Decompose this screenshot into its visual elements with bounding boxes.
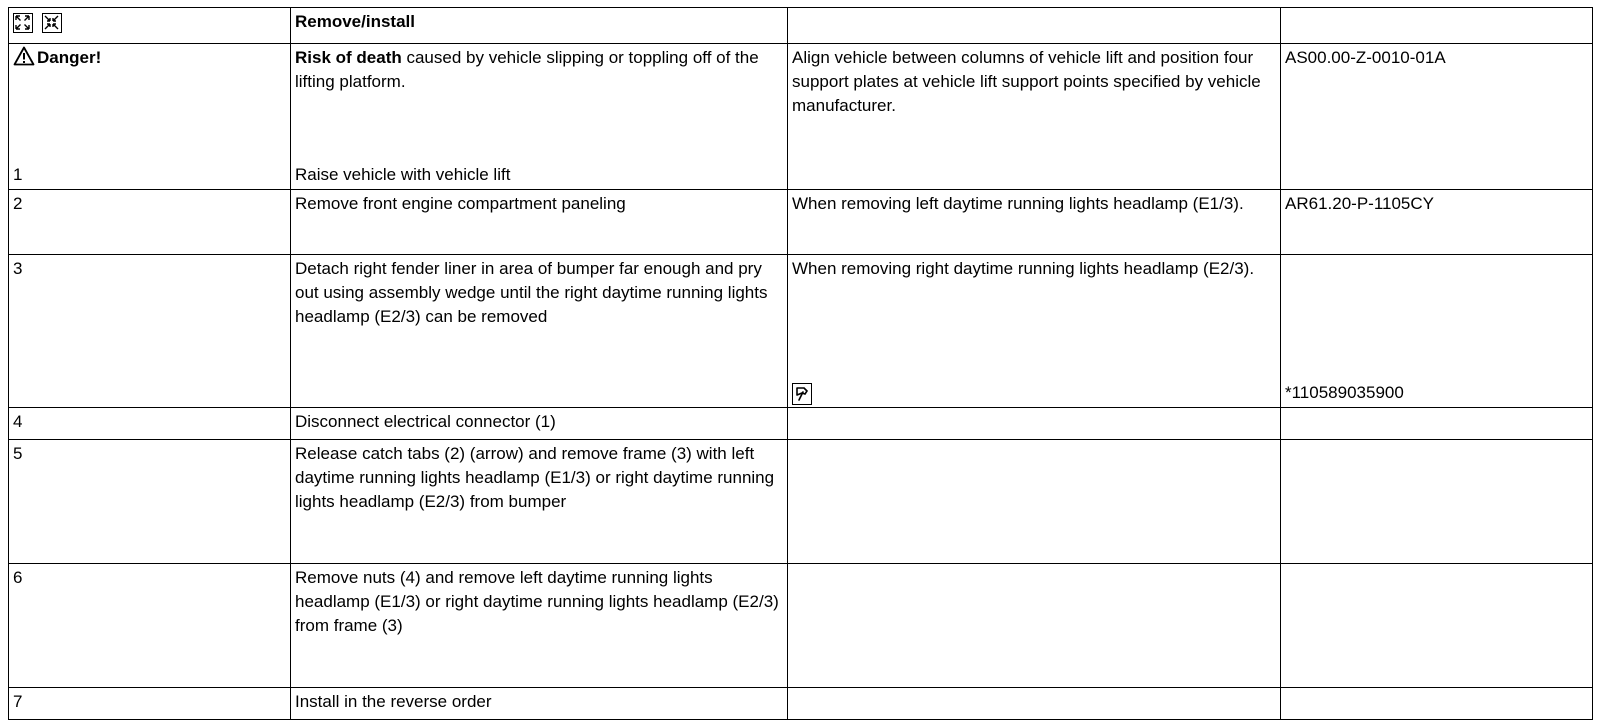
step-number: 3 [9,254,291,407]
danger-label: Danger! [37,48,102,68]
action-text: Install in the reverse order [291,688,788,720]
reference-cell [1281,408,1593,440]
step-number: 6 [9,563,291,688]
reference-link[interactable]: AR61.20-P-1105CY [1281,189,1593,254]
reference-link[interactable]: AS00.00-Z-0010-01A [1281,44,1593,190]
reference-cell [1281,254,1593,407]
reference-cell [1281,688,1593,720]
header-empty-cell [788,8,1281,44]
step-number: 1 [13,164,23,184]
note-cell [788,408,1281,440]
action-text: Remove front engine compartment paneling [291,189,788,254]
step-cell [9,44,291,190]
note-text: When removing right daytime running lights headlamp (E2/3). [792,258,1255,278]
special-tool-icon[interactable] [792,383,812,405]
step-number: 4 [9,408,291,440]
table-row [9,440,1593,563]
reference-cell [1281,563,1593,688]
action-text: Release catch tabs (2) (arrow) and remove frame (3) with left daytime running lights headlamp (E1/3) or right daytime running lights headlamp (E2/3) from bumper [291,440,788,563]
table-row [9,189,1593,254]
table-header-row [9,8,1593,44]
note-cell [788,254,1281,407]
table-row [9,44,1593,190]
table-row [9,688,1593,720]
table-row [9,254,1593,407]
header-empty-cell [1281,8,1593,44]
step-number: 7 [9,688,291,720]
header-icons-cell [9,8,291,44]
note-cell [788,688,1281,720]
action-text: Detach right fender liner in area of bumper far enough and pry out using assembly wedge until the right daytime running lights headlamp (E2/3) can be removed [291,254,788,407]
procedure-table [8,7,1593,720]
danger-heading: Risk of death [295,48,402,68]
procedure-document [8,7,1592,720]
reference-link[interactable]: *110589035900 [1285,383,1404,403]
action-cell [291,44,788,190]
warning-triangle-icon [13,46,35,73]
header-title: Remove/install [291,8,788,44]
table-row [9,563,1593,688]
note-cell: When removing left daytime running lights headlamp (E1/3). [788,189,1281,254]
expand-arrows-icon[interactable] [13,13,33,33]
note-cell [788,440,1281,563]
collapse-arrows-icon[interactable] [42,13,62,33]
danger-text: caused by vehicle slipping or toppling off of the lifting platform. [295,48,759,92]
note-cell: Align vehicle between columns of vehicle lift and position four support plates at vehicle lift support points specified by vehicle manufacturer. [788,44,1281,190]
step-number: 2 [9,189,291,254]
action-text: Remove nuts (4) and remove left daytime running lights headlamp (E1/3) or right daytime running lights headlamp (E2/3) from frame (3) [291,563,788,688]
table-row [9,408,1593,440]
action-text: Disconnect electrical connector (1) [291,408,788,440]
reference-cell [1281,440,1593,563]
action-text: Raise vehicle with vehicle lift [295,164,511,184]
step-number: 5 [9,440,291,563]
note-cell [788,563,1281,688]
